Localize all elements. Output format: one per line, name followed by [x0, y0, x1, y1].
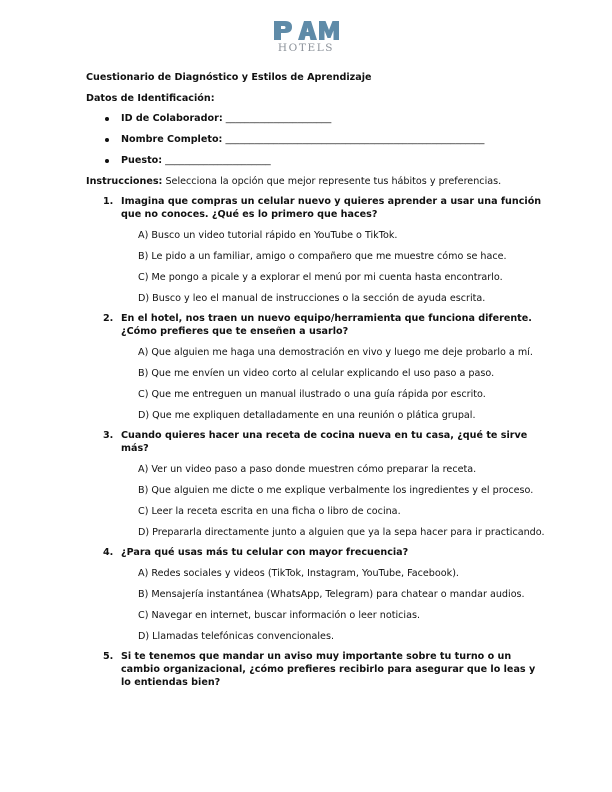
question-text: ¿Para qué usas más tu celular con mayor frecuencia? — [121, 547, 409, 558]
answer-option: D) Prepararla directamente junto a alguien que ya la sepa hacer para ir practicando. — [138, 527, 545, 538]
answer-option: B) Mensajería instantánea (WhatsApp, Telegram) para chatear o mandar audios. — [138, 589, 525, 600]
question-number: 5. — [103, 651, 114, 662]
field-blank-line: ______________________ — [165, 155, 271, 166]
instructions-label: Instrucciones: — [86, 176, 163, 187]
question-number: 2. — [103, 313, 114, 324]
answer-option: C) Que me entreguen un manual ilustrado o una guía rápida por escrito. — [138, 389, 486, 400]
question-text: En el hotel, nos traen un nuevo equipo/herramienta que funciona diferente. ¿Cómo prefieres que te enseñen a usarlo? — [121, 313, 532, 337]
question-1 — [86, 195, 546, 306]
answer-option: D) Busco y leo el manual de instrucciones o la sección de ayuda escrita. — [138, 293, 486, 304]
answer-option: C) Me pongo a picale y a explorar el menú por mi cuenta hasta encontrarlo. — [138, 272, 503, 283]
answer-option: C) Navegar en internet, buscar información o leer noticias. — [138, 610, 421, 621]
question-3 — [86, 429, 546, 540]
field-full-name — [86, 133, 546, 154]
instructions — [86, 175, 546, 195]
identification-heading: Datos de Identificación: — [86, 93, 215, 104]
pam-logo-mark-icon — [270, 19, 342, 41]
bullet-icon — [105, 138, 109, 142]
identification-fields — [86, 112, 546, 175]
field-employee-id — [86, 112, 546, 133]
logo-subtitle: HOTELS — [277, 42, 335, 54]
field-label: Nombre Completo: — [121, 134, 223, 145]
question-number: 3. — [103, 430, 114, 441]
answer-option: B) Que me envíen un video corto al celular explicando el uso paso a paso. — [138, 368, 495, 379]
question-number: 4. — [103, 547, 114, 558]
field-blank-line: ______________________________________________________ — [225, 134, 485, 145]
answer-option: D) Llamadas telefónicas convencionales. — [138, 631, 335, 642]
answer-option: A) Que alguien me haga una demostración en vivo y luego me deje probarlo a mí. — [138, 347, 533, 358]
answer-option: B) Le pido a un familiar, amigo o compañero que me muestre cómo se hace. — [138, 251, 507, 262]
question-2 — [86, 312, 546, 423]
document-body — [86, 71, 546, 697]
instructions-text: Selecciona la opción que mejor represente tus hábitos y preferencias. — [162, 176, 502, 187]
bullet-icon — [105, 117, 109, 121]
field-label: ID de Colaborador: — [121, 113, 223, 124]
question-4 — [86, 546, 546, 644]
question-5 — [86, 650, 546, 689]
question-number: 1. — [103, 196, 114, 207]
field-position — [86, 154, 546, 175]
document-title: Cuestionario de Diagnóstico y Estilos de Aprendizaje — [86, 72, 372, 83]
answer-option: A) Busco un video tutorial rápido en YouTube o TikTok. — [138, 230, 398, 241]
field-label: Puesto: — [121, 155, 163, 166]
pam-hotels-logo — [270, 19, 342, 59]
question-text: Imagina que compras un celular nuevo y quieres aprender a usar una función que no conoces. ¿Qué es lo primero que haces? — [121, 196, 542, 220]
field-blank-line: ______________________ — [225, 113, 332, 124]
answer-option: A) Ver un video paso a paso donde muestren cómo preparar la receta. — [138, 464, 477, 475]
bullet-icon — [105, 159, 109, 163]
question-text: Si te tenemos que mandar un aviso muy importante sobre tu turno o un cambio organizacional, ¿cómo prefieres recibirlo para asegurar que lo leas y lo entiendas bien? — [121, 651, 536, 688]
answer-option: D) Que me expliquen detalladamente en una reunión o plática grupal. — [138, 410, 476, 421]
question-text: Cuando quieres hacer una receta de cocina nueva en tu casa, ¿qué te sirve más? — [121, 430, 528, 454]
answer-option: A) Redes sociales y videos (TikTok, Instagram, YouTube, Facebook). — [138, 568, 459, 579]
answer-option: C) Leer la receta escrita en una ficha o libro de cocina. — [138, 506, 401, 517]
answer-option: B) Que alguien me dicte o me explique verbalmente los ingredientes y el proceso. — [138, 485, 534, 496]
